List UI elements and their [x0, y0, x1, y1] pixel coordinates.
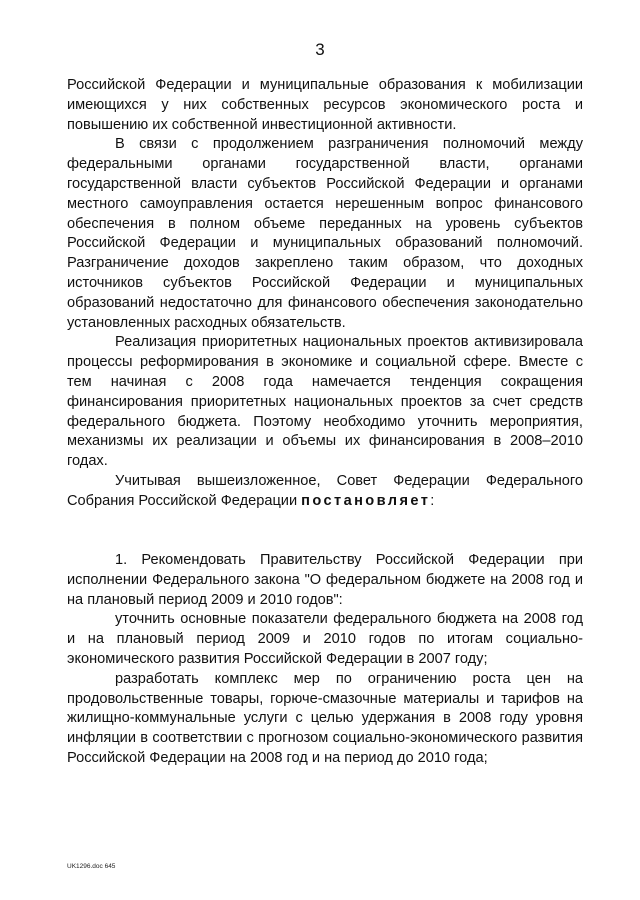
paragraph-national-projects: Реализация приоритетных национальных проектов активизировала процессы реформирования в экономике и социальной сфере. Вместе с тем начиная с 2008 года намечается тенденция сокращения финансирования приоритетных национальных проектов за счет средств федерального бюджета. Поэтому необходимо уточнить мероприятия, механизмы их реализации и объемы их финансирования в 2008–2010 годах. — [67, 334, 583, 470]
resolution-colon: : — [430, 492, 435, 509]
paragraph-budget-indicators: уточнить основные показатели федерального бюджета на 2008 год и на плановый период 2009 и 2010 годов по итогам социально-экономического развития Российской Федерации в 2007 году; — [67, 611, 583, 667]
paragraph-investment-activity: Российской Федерации и муниципальные образования к мобилизации имеющихся у них собственных ресурсов экономического роста и повышению их собственной инвестиционной активности. — [67, 77, 583, 133]
page-number: 3 — [315, 40, 325, 59]
paragraph-price-growth-measures: разработать комплекс мер по ограничению роста цен на продовольственные товары, горюче-смазочные материалы и тарифов на жилищно-коммунальные услуги с целью удержания в 2008 году уровня инфляции в соответствии с прогнозом социально-экономического развития Российской Федерации на 2008 год и на период до 2010 года; — [67, 670, 583, 766]
document-footer-code: UK1296.doc 645 — [67, 863, 116, 870]
resolution-keyword: постановляет — [301, 492, 431, 509]
body-section-preamble — [67, 76, 583, 512]
paragraph-powers-delimitation: В связи с продолжением разграничения полномочий между федеральными органами государственной власти, органами государственной власти субъектов Российской Федерации и органами местного самоуправления остается нерешенным вопрос финансового обеспечения в полном объеме переданных на уровень субъектов Российской Федерации и муниципальных образований полномочий. Разграничение доходов закреплено таким образом, что доходных источников субъектов Российской Федерации и муниципальных образований недостаточно для финансового обеспечения законодательно установленных расходных обязательств. — [67, 136, 583, 331]
paragraph-recommendation-1: 1. Рекомендовать Правительству Российской Федерации при исполнении Федерального закона "О федеральном бюджете на 2008 год и на плановый период 2009 и 2010 годов": — [67, 552, 583, 608]
resolution-lead-text: Учитывая вышеизложенное, Совет Федерации Федерального Собрания Российской Федерации — [67, 472, 583, 509]
body-section-recommendations — [67, 551, 583, 769]
paragraph-resolution-lead — [67, 472, 583, 512]
